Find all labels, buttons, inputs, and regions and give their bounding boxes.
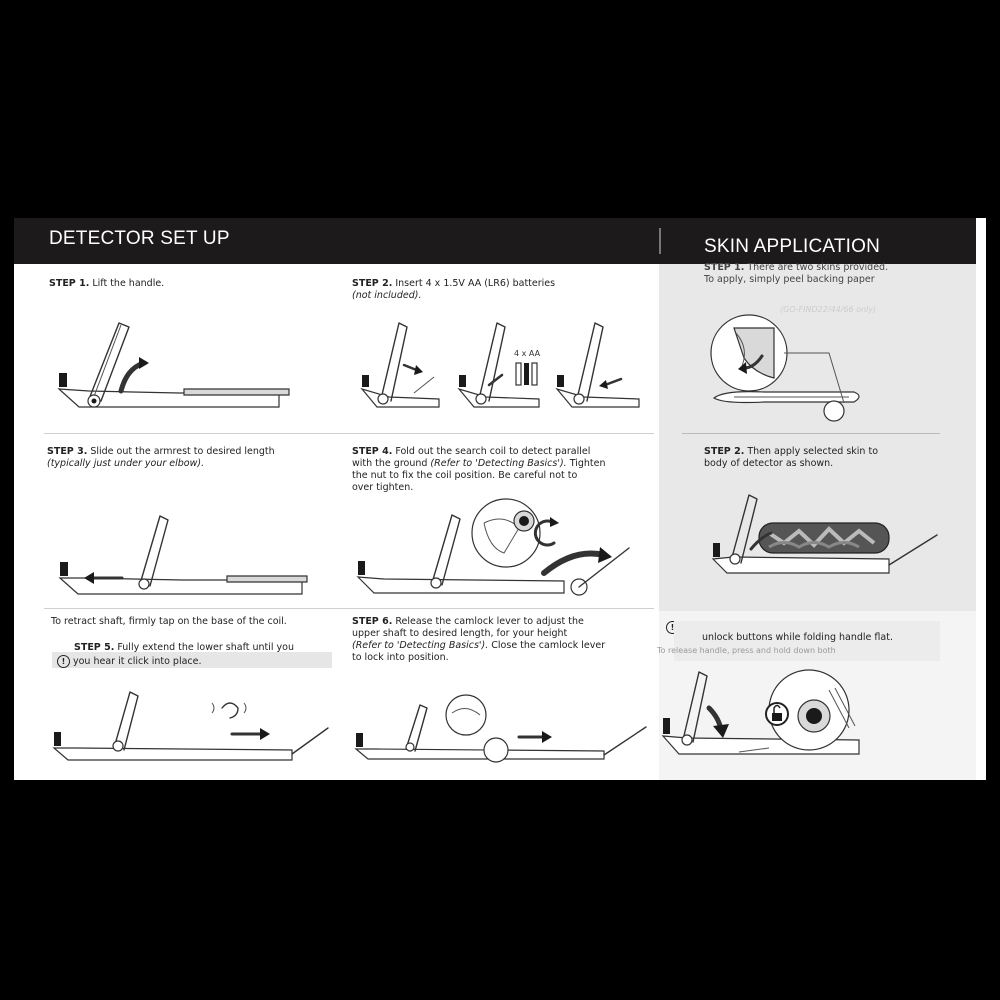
step6-illustration [354,693,644,773]
step5-text-line2: ! you hear it click into place. [57,655,202,668]
step4-illustration [354,493,644,608]
divider-row2 [44,608,654,609]
step6-text: STEP 6. Release the camlock lever to adjust the upper shaft to desired length, for your height (Refer to 'Detecting Basics'). Close the camlock lever to lock into position. [352,616,606,663]
warning-icon: ! [666,621,679,634]
step2-illustration [359,313,639,423]
divider-skin [682,433,940,434]
step5-illustration [52,688,342,768]
handle-release-illustration [659,668,959,778]
step2-text: STEP 2. Insert 4 x 1.5V AA (LR6) batteries (not included). [352,278,556,301]
instruction-sheet [14,218,986,780]
warning-icon: ! [57,655,70,668]
step3-illustration [52,508,312,608]
skin-step1-text: STEP 1. There are two skins provided. To apply, simply peel backing paper [704,262,889,285]
step5-text: STEP 5. Fully extend the lower shaft until you [74,642,295,653]
divider-row1 [44,433,654,434]
handle-note-line1: unlock buttons while folding handle flat. [702,632,893,643]
step1-illustration [49,313,289,423]
step4-text: STEP 4. Fold out the search coil to detect parallel with the ground (Refer to 'Detecting Basics'). Tighten the nut to fix the coil position. Be careful not to over tighten. [352,446,606,493]
skin-application-title: SKIN APPLICATION [704,236,881,257]
battery-label: 4 x AA [514,349,541,358]
step3-text: STEP 3. Slide out the armrest to desired length (typically just under your elbow). [47,446,275,469]
step5-pre-text: To retract shaft, firmly tap on the base of the coil. [51,616,287,627]
handle-note-line2: To release handle, press and hold down both [657,646,836,655]
skin-model-note: (GO-FIND22/44/66 only) [780,305,877,314]
skin-step2-text: STEP 2. Then apply selected skin to body of detector as shown. [704,446,879,469]
detector-setup-title: DETECTOR SET UP [49,228,230,249]
header-divider [659,228,661,254]
skin-step1-illustration [704,318,954,428]
skin-step2-illustration [709,493,949,593]
step1-text: STEP 1. Lift the handle. [49,278,165,289]
header-bar [14,218,976,264]
